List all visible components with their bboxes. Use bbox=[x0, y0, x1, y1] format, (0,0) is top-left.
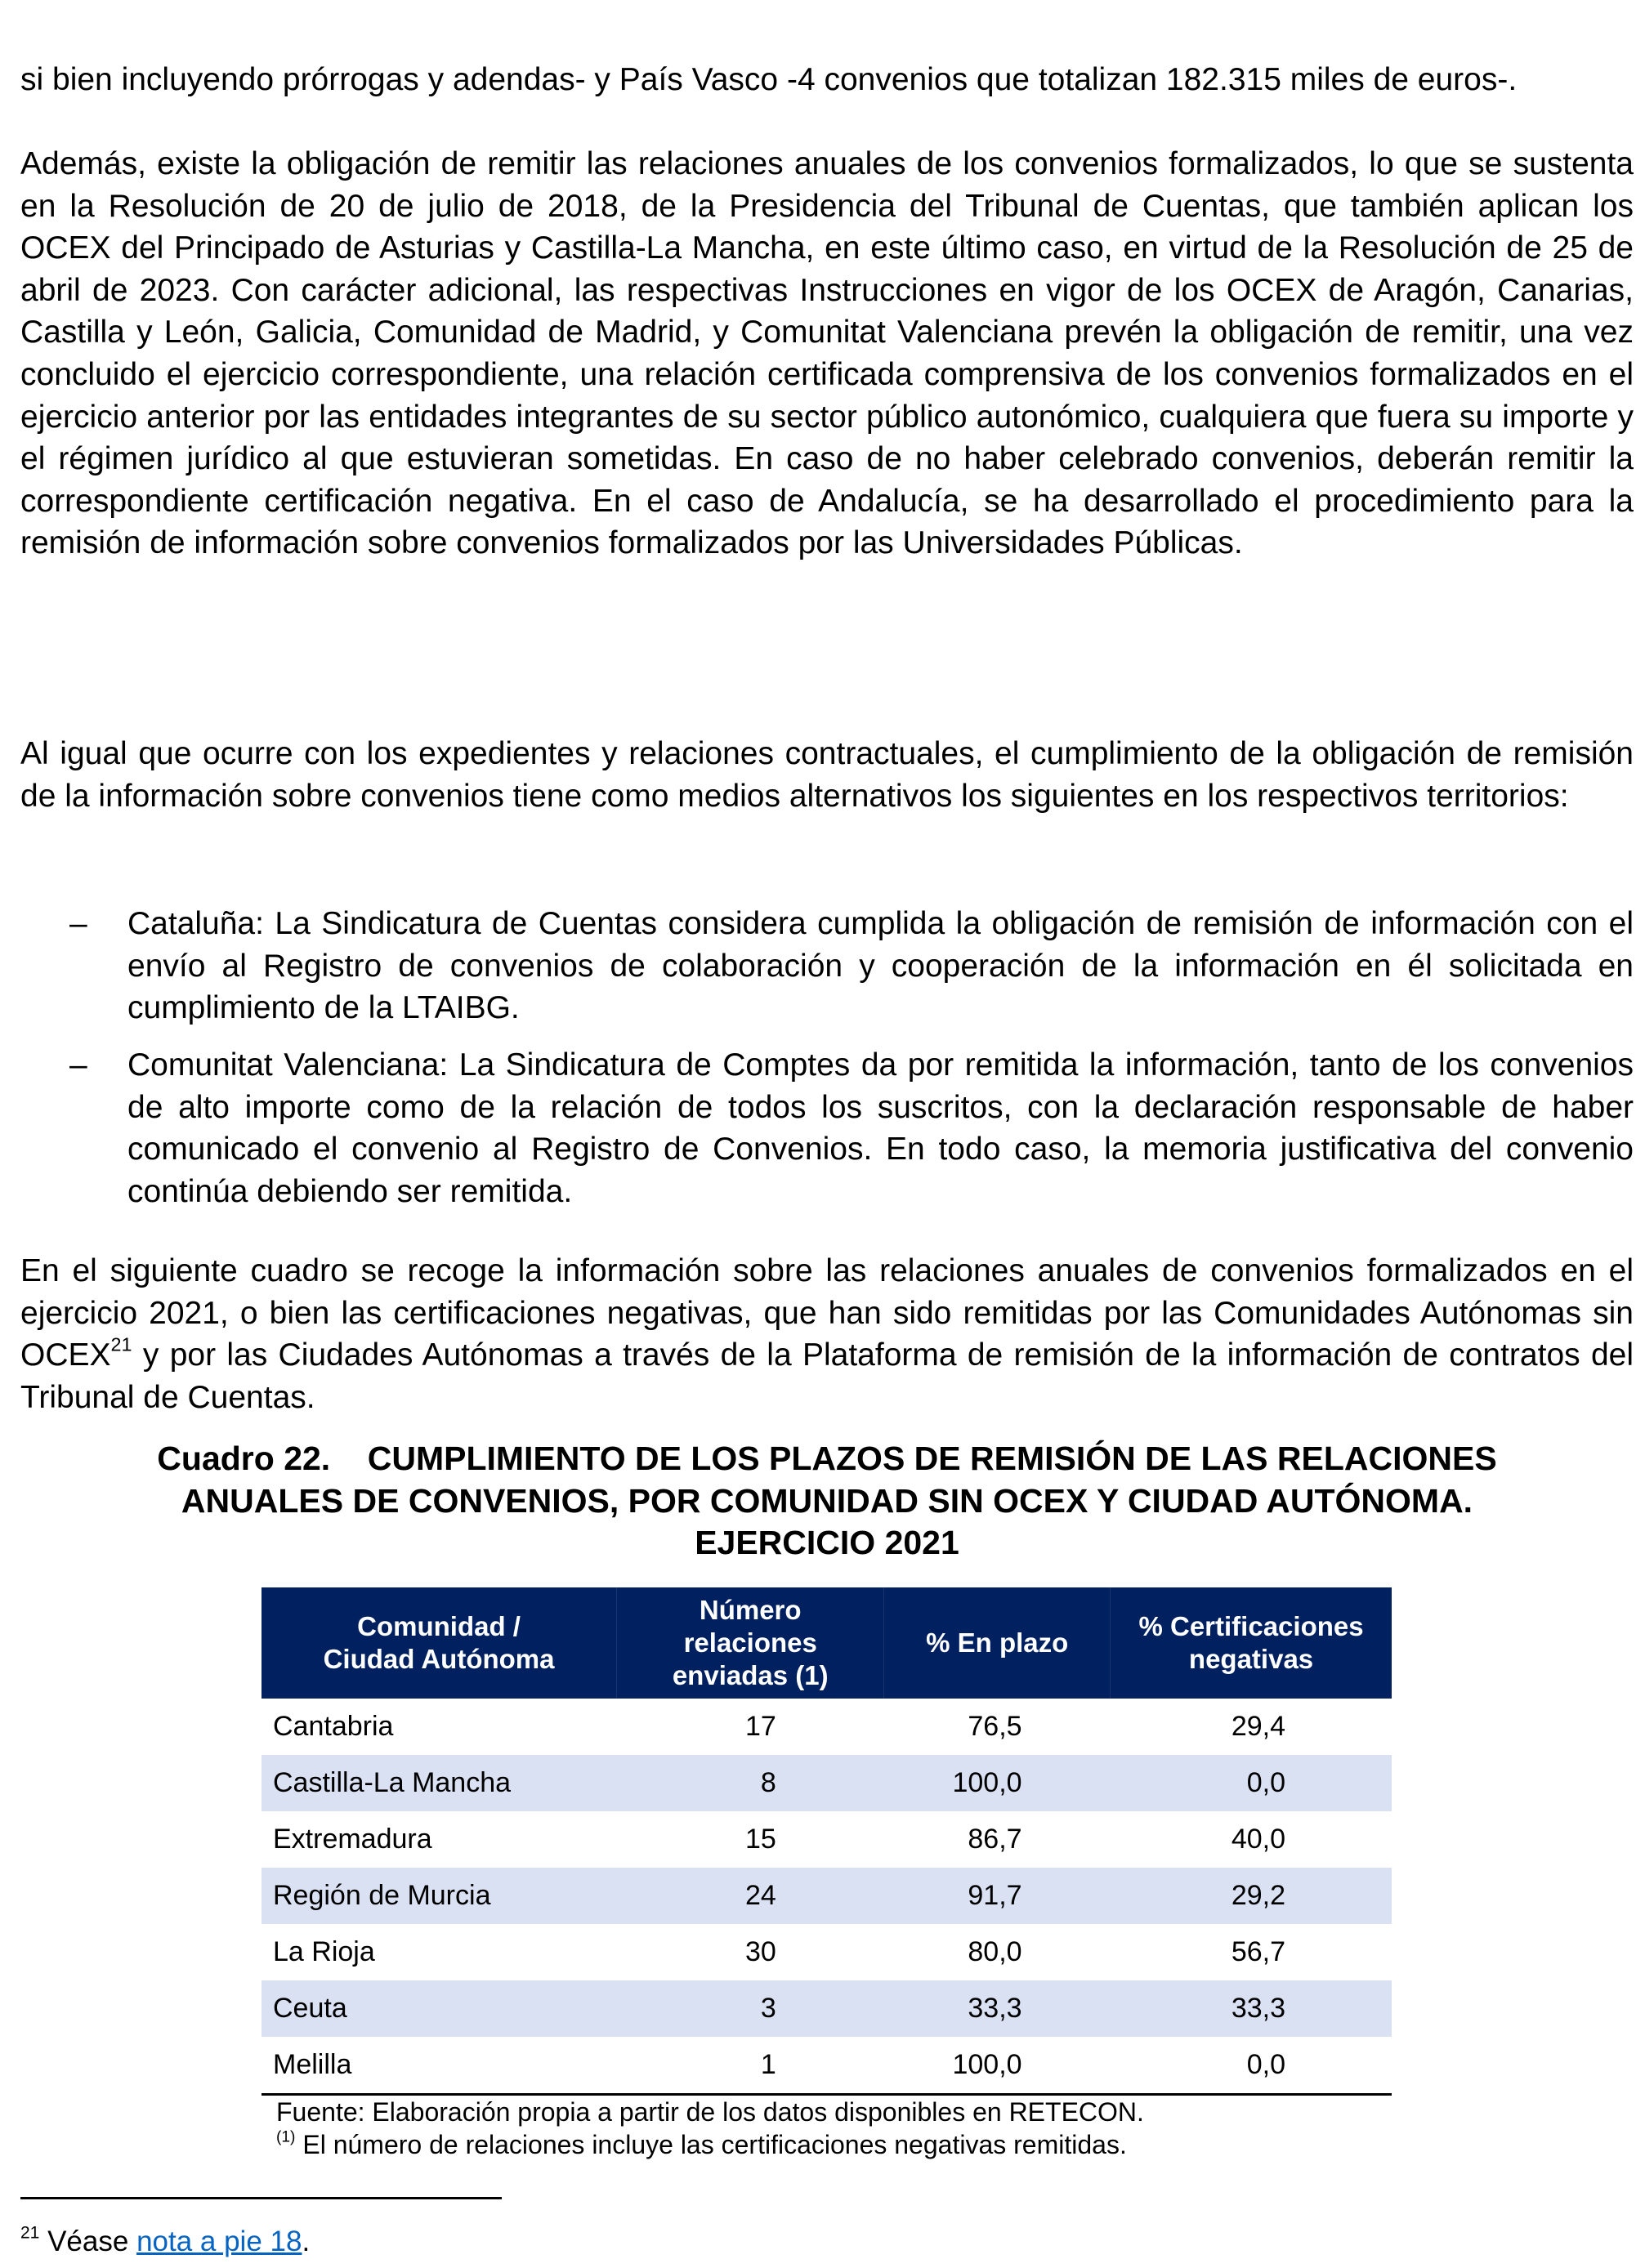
relations-cell: 8 bbox=[617, 1755, 884, 1811]
region-cell: Cantabria bbox=[273, 1711, 394, 1742]
relations-cell: 1 bbox=[617, 2037, 884, 2095]
relations-cell: 24 bbox=[617, 1868, 884, 1924]
note-mark: (1) bbox=[276, 2128, 296, 2146]
negative-cert-cell: 33,3 bbox=[1111, 1980, 1392, 2037]
column-header: % En plazo bbox=[884, 1587, 1111, 1699]
on-time-cell: 100,0 bbox=[884, 1755, 1111, 1811]
relations-cell: 3 bbox=[617, 1980, 884, 2037]
region-cell: Ceuta bbox=[262, 1980, 617, 2037]
table-title-line: Cuadro 22. CUMPLIMIENTO DE LOS PLAZOS DE REMISIÓN DE LAS RELACIONES bbox=[157, 1440, 1497, 1477]
bullet-text: Comunitat Valenciana: La Sindicatura de Comptes da por remitida la información, tanto de los convenios de alto importe como de la relación de todos los suscritos, con la declaración responsable de haber comunicado el convenio al Registro de Convenios. En todo caso, la memoria justificativa del convenio continúa debiendo ser remitida. bbox=[127, 1047, 1634, 1209]
column-header: Comunidad / Ciudad Autónoma bbox=[262, 1587, 617, 1699]
table-row bbox=[262, 2037, 1392, 2095]
negative-cert-cell: 40,0 bbox=[1231, 1824, 1285, 1855]
bullet-text: Cataluña: La Sindicatura de Cuentas considera cumplida la obligación de remisión de información con el envío al Registro de convenios de colaboración y cooperación de la información en él solicitada en cumplimiento de la LTAIBG. bbox=[127, 906, 1634, 1026]
footnote-text: Véase bbox=[39, 2226, 137, 2257]
on-time-cell: 76,5 bbox=[968, 1711, 1022, 1742]
region-cell: Región de Murcia bbox=[262, 1868, 617, 1924]
table-row bbox=[262, 1755, 1392, 1811]
footnote-divider bbox=[20, 2197, 502, 2199]
table-header-row bbox=[262, 1587, 1392, 1699]
relations-cell: 15 bbox=[745, 1824, 776, 1855]
region-cell: La Rioja bbox=[273, 1936, 375, 1967]
footnote-ref[interactable]: 21 bbox=[110, 1333, 132, 1355]
paragraph-3: Al igual que ocurre con los expedientes y relaciones contractuales, el cumplimiento de la obligación de remisión de la información sobre convenios tiene como medios alternativos los siguientes en los respectivos territorios: bbox=[20, 736, 1634, 814]
paragraph-1: si bien incluyendo prórrogas y adendas- y País Vasco -4 convenios que totalizan 182.315 miles de euros-. bbox=[20, 62, 1518, 97]
dash-bullet-icon: – bbox=[69, 906, 87, 941]
negative-cert-cell: 0,0 bbox=[1111, 1755, 1392, 1811]
table-row bbox=[262, 1811, 1392, 1868]
table-row bbox=[262, 1980, 1392, 2037]
region-cell: Castilla-La Mancha bbox=[262, 1755, 617, 1811]
negative-cert-cell: 0,0 bbox=[1111, 2037, 1392, 2095]
on-time-cell: 86,7 bbox=[968, 1824, 1022, 1855]
footnote-number: 21 bbox=[20, 2223, 40, 2243]
relations-cell: 17 bbox=[745, 1711, 776, 1742]
table-row bbox=[262, 1868, 1392, 1924]
on-time-cell: 80,0 bbox=[968, 1936, 1022, 1967]
paragraph-text: y por las Ciudades Autónomas a través de la Plataforma de remisión de la información de contratos del Tribunal de Cuentas. bbox=[20, 1337, 1634, 1415]
paragraph-2: Además, existe la obligación de remitir las relaciones anuales de los convenios formalizados, lo que se sustenta en la Resolución de 20 de julio de 2018, de la Presidencia del Tribunal de Cuentas, que también aplican los OCEX del Principado de Asturias y Castilla-La Mancha, en este último caso, en virtud de la Resolución de 25 de abril de 2023. Con carácter adicional, las respectivas Instrucciones en vigor de los OCEX de Aragón, Canarias, Castilla y León, Galicia, Comunidad de Madrid, y Comunitat Valenciana prevén la obligación de remitir, una vez concluido el ejercicio correspondiente, una relación certificada comprensiva de los convenios formalizados en el ejercicio anterior por las entidades integrantes de su sector público autonómico, cualquiera que fuera su importe y el régimen jurídico al que estuvieran sometidas. En caso de no haber celebrado convenios, deberán remitir la correspondiente certificación negativa. En el caso de Andalucía, se ha desarrollado el procedimiento para la remisión de información sobre convenios formalizados por las Universidades Públicas. bbox=[20, 146, 1634, 561]
region-cell: Extremadura bbox=[273, 1824, 432, 1855]
negative-cert-cell: 29,4 bbox=[1231, 1711, 1285, 1742]
negative-cert-cell: 56,7 bbox=[1231, 1936, 1285, 1967]
table-title-line: ANUALES DE CONVENIOS, POR COMUNIDAD SIN OCEX Y CIUDAD AUTÓNOMA. bbox=[181, 1481, 1473, 1520]
bullet-item bbox=[69, 1044, 1634, 1212]
paragraph-text: En el siguiente cuadro se recoge la información sobre las relaciones anuales de convenios formalizados en el ejercicio 2021, o bien las certificaciones negativas, que han sido remitidas por las Comunidades Autónomas sin OCEX bbox=[20, 1253, 1634, 1373]
relations-cell: 30 bbox=[745, 1936, 776, 1967]
compliance-table bbox=[262, 1587, 1392, 2096]
on-time-cell: 100,0 bbox=[884, 2037, 1111, 2095]
note-text: El número de relaciones incluye las certificaciones negativas remitidas. bbox=[295, 2130, 1127, 2159]
on-time-cell: 91,7 bbox=[884, 1868, 1111, 1924]
footnote-end: . bbox=[302, 2226, 311, 2257]
footnote bbox=[20, 2222, 310, 2261]
table-note bbox=[276, 2128, 1127, 2161]
table-title-line: EJERCICIO 2021 bbox=[695, 1524, 959, 1562]
dash-bullet-icon: – bbox=[69, 1047, 87, 1083]
negative-cert-cell: 29,2 bbox=[1111, 1868, 1392, 1924]
table-title bbox=[20, 1438, 1634, 1565]
on-time-cell: 33,3 bbox=[884, 1980, 1111, 2037]
bullet-item bbox=[69, 903, 1634, 1029]
footnote-link[interactable]: nota a pie 18 bbox=[136, 2226, 302, 2257]
table-source: Fuente: Elaboración propia a partir de los datos disponibles en RETECON. bbox=[276, 2097, 1144, 2127]
table-row bbox=[262, 1699, 1392, 1755]
column-header: Número relaciones enviadas (1) bbox=[617, 1587, 884, 1699]
region-cell: Melilla bbox=[262, 2037, 617, 2095]
column-header: % Certificaciones negativas bbox=[1111, 1587, 1392, 1699]
paragraph-4 bbox=[20, 1250, 1634, 1418]
table-row bbox=[262, 1924, 1392, 1980]
